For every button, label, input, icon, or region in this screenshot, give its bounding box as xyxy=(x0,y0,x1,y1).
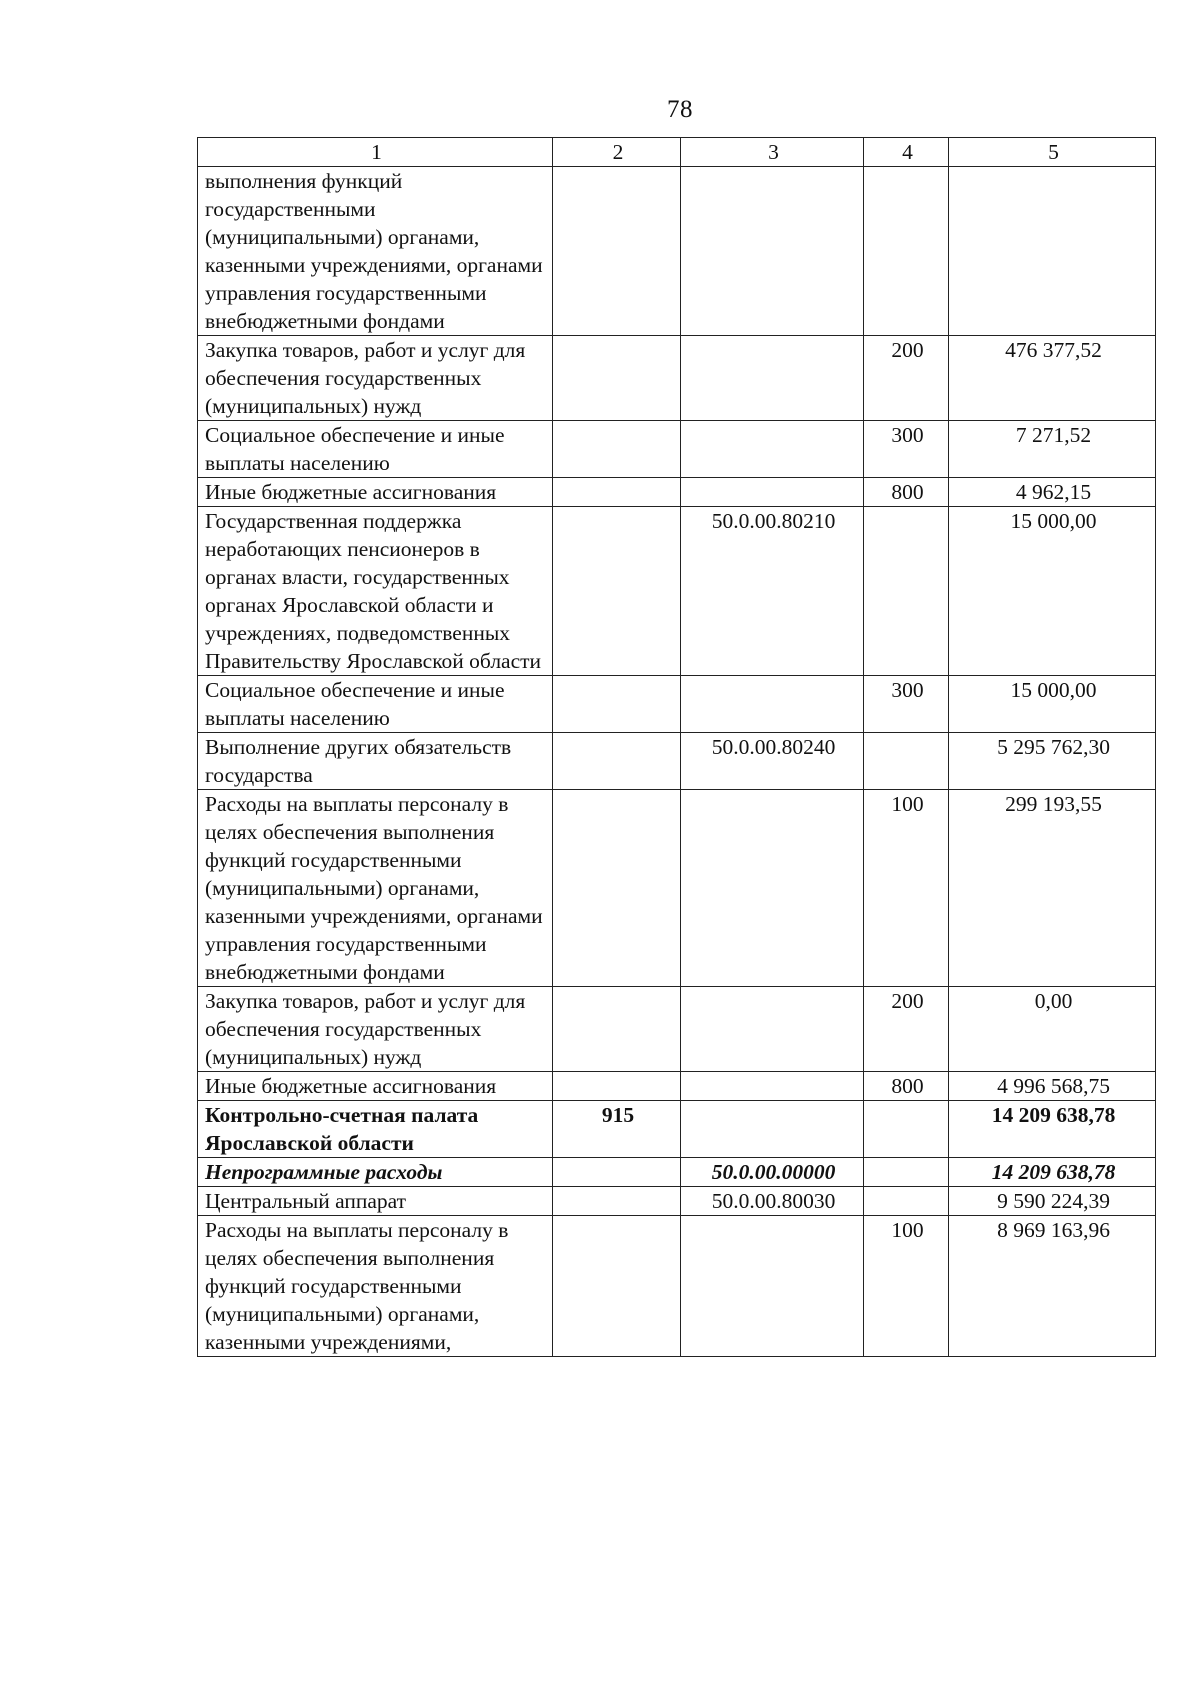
amount-cell: 8 969 163,96 xyxy=(949,1216,1156,1357)
amount-cell: 4 996 568,75 xyxy=(949,1072,1156,1101)
amount-cell: 476 377,52 xyxy=(949,336,1156,421)
target-article-cell: 50.0.00.00000 xyxy=(681,1158,864,1187)
description-cell: Контрольно-счетная палата Ярославской области xyxy=(198,1101,553,1158)
description-cell: Центральный аппарат xyxy=(198,1187,553,1216)
page-number: 78 xyxy=(667,96,693,123)
ministry-code-cell xyxy=(553,1158,681,1187)
expense-type-cell: 100 xyxy=(864,1216,949,1357)
target-article-cell: 50.0.00.80030 xyxy=(681,1187,864,1216)
target-article-cell xyxy=(681,478,864,507)
table-header-row xyxy=(198,138,1156,167)
target-article-cell xyxy=(681,1072,864,1101)
description-cell: Закупка товаров, работ и услуг для обеспечения государственных (муниципальных) нужд xyxy=(198,336,553,421)
table-row xyxy=(198,1158,1156,1187)
description-cell: Иные бюджетные ассигнования xyxy=(198,1072,553,1101)
expense-type-cell: 200 xyxy=(864,336,949,421)
target-article-cell xyxy=(681,1101,864,1158)
target-article-cell xyxy=(681,676,864,733)
table-row xyxy=(198,1187,1156,1216)
ministry-code-cell: 915 xyxy=(553,1101,681,1158)
header-cell-5: 5 xyxy=(949,138,1156,167)
amount-cell: 9 590 224,39 xyxy=(949,1187,1156,1216)
amount-cell: 0,00 xyxy=(949,987,1156,1072)
expense-type-cell: 300 xyxy=(864,421,949,478)
description-cell: Расходы на выплаты персоналу в целях обеспечения выполнения функций государственными (муниципальными) органами, казенными учреждениями, органами управления государственными внебюджетными фондами xyxy=(198,790,553,987)
table-row xyxy=(198,478,1156,507)
expense-type-cell: 300 xyxy=(864,676,949,733)
description-cell: Иные бюджетные ассигнования xyxy=(198,478,553,507)
table-row xyxy=(198,507,1156,676)
table-row xyxy=(198,421,1156,478)
expense-type-cell xyxy=(864,1187,949,1216)
expense-type-cell: 100 xyxy=(864,790,949,987)
table-row xyxy=(198,733,1156,790)
header-cell-2: 2 xyxy=(553,138,681,167)
amount-cell: 4 962,15 xyxy=(949,478,1156,507)
target-article-cell xyxy=(681,790,864,987)
table-row xyxy=(198,1101,1156,1158)
amount-cell: 15 000,00 xyxy=(949,676,1156,733)
description-cell: Социальное обеспечение и иные выплаты населению xyxy=(198,676,553,733)
ministry-code-cell xyxy=(553,1187,681,1216)
expense-type-cell: 800 xyxy=(864,1072,949,1101)
ministry-code-cell xyxy=(553,987,681,1072)
ministry-code-cell xyxy=(553,676,681,733)
ministry-code-cell xyxy=(553,478,681,507)
table-row xyxy=(198,1072,1156,1101)
expense-type-cell: 800 xyxy=(864,478,949,507)
amount-cell: 5 295 762,30 xyxy=(949,733,1156,790)
ministry-code-cell xyxy=(553,167,681,336)
ministry-code-cell xyxy=(553,733,681,790)
description-cell: выполнения функций государственными (муниципальными) органами, казенными учреждениями, органами управления государственными внебюджетными фондами xyxy=(198,167,553,336)
amount-cell: 14 209 638,78 xyxy=(949,1158,1156,1187)
expense-type-cell xyxy=(864,507,949,676)
description-cell: Расходы на выплаты персоналу в целях обеспечения выполнения функций государственными (муниципальными) органами, казенными учреждениями, xyxy=(198,1216,553,1357)
header-cell-3: 3 xyxy=(681,138,864,167)
target-article-cell xyxy=(681,167,864,336)
ministry-code-cell xyxy=(553,507,681,676)
budget-table xyxy=(197,137,1156,1357)
table-row xyxy=(198,336,1156,421)
ministry-code-cell xyxy=(553,421,681,478)
amount-cell: 15 000,00 xyxy=(949,507,1156,676)
expense-type-cell: 200 xyxy=(864,987,949,1072)
table-row xyxy=(198,1216,1156,1357)
ministry-code-cell xyxy=(553,790,681,987)
target-article-cell xyxy=(681,421,864,478)
amount-cell: 7 271,52 xyxy=(949,421,1156,478)
target-article-cell xyxy=(681,1216,864,1357)
target-article-cell: 50.0.00.80210 xyxy=(681,507,864,676)
expense-type-cell xyxy=(864,167,949,336)
header-cell-4: 4 xyxy=(864,138,949,167)
target-article-cell xyxy=(681,987,864,1072)
expense-type-cell xyxy=(864,1101,949,1158)
description-cell: Закупка товаров, работ и услуг для обеспечения государственных (муниципальных) нужд xyxy=(198,987,553,1072)
table-row xyxy=(198,676,1156,733)
table-row xyxy=(198,790,1156,987)
ministry-code-cell xyxy=(553,1072,681,1101)
amount-cell: 14 209 638,78 xyxy=(949,1101,1156,1158)
ministry-code-cell xyxy=(553,336,681,421)
description-cell: Социальное обеспечение и иные выплаты населению xyxy=(198,421,553,478)
description-cell: Непрограммные расходы xyxy=(198,1158,553,1187)
target-article-cell: 50.0.00.80240 xyxy=(681,733,864,790)
ministry-code-cell xyxy=(553,1216,681,1357)
target-article-cell xyxy=(681,336,864,421)
table-row xyxy=(198,987,1156,1072)
table-row xyxy=(198,167,1156,336)
expense-type-cell xyxy=(864,1158,949,1187)
amount-cell xyxy=(949,167,1156,336)
amount-cell: 299 193,55 xyxy=(949,790,1156,987)
expense-type-cell xyxy=(864,733,949,790)
description-cell: Выполнение других обязательств государства xyxy=(198,733,553,790)
description-cell: Государственная поддержка неработающих пенсионеров в органах власти, государственных органах Ярославской области и учреждениях, подведомственных Правительству Ярославской области xyxy=(198,507,553,676)
header-cell-1: 1 xyxy=(198,138,553,167)
